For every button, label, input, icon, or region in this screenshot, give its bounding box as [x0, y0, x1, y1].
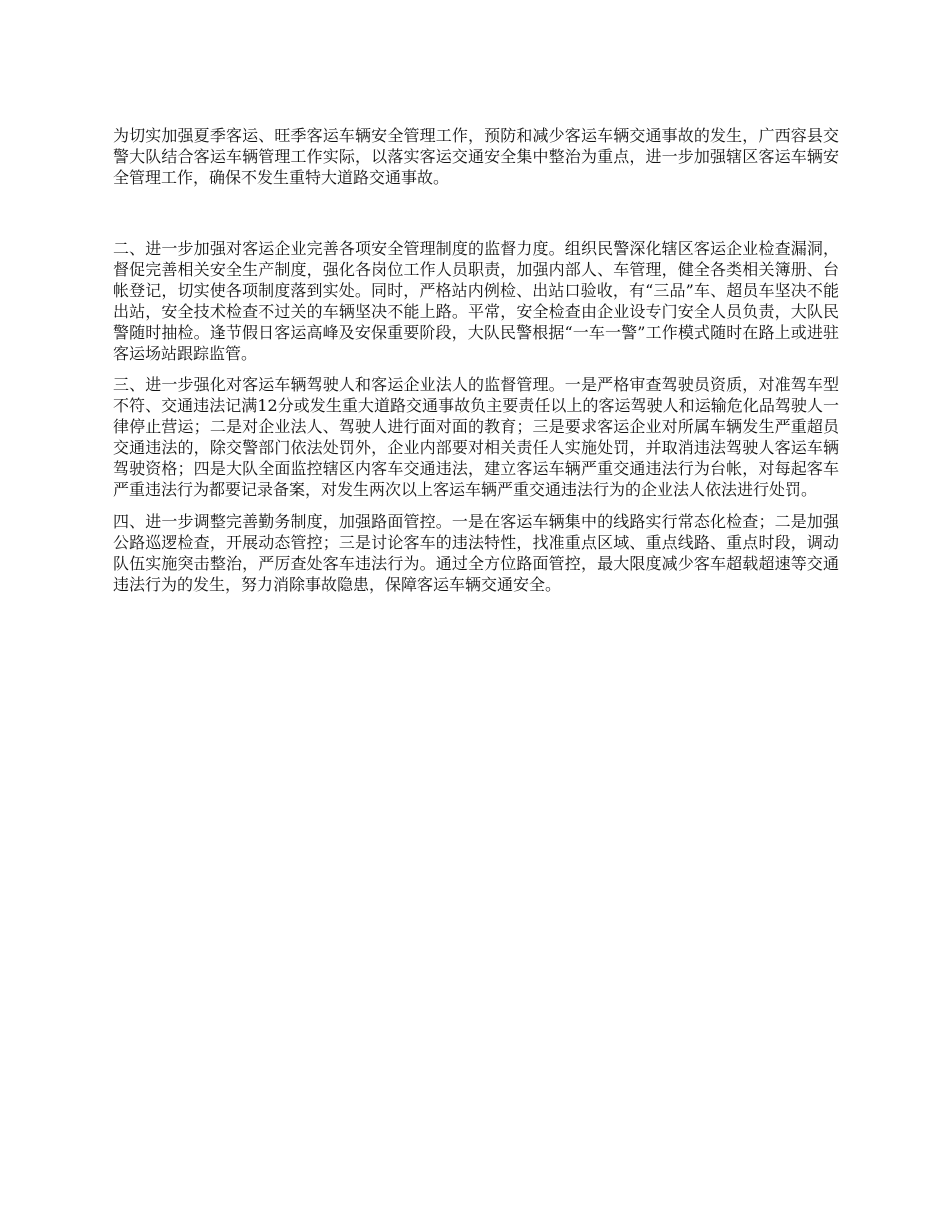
section-two-paragraph: 二、进一步加强对客运企业完善各项安全管理制度的监督力度。组织民警深化辖区客运企业检查漏洞，督促完善相关安全生产制度，强化各岗位工作人员职责，加强内部人、车管理，健全各类相关簿册、台帐登记，切实使各项制度落到实处。同时，严格站内例检、出站口验收，有“三品”车、超员车坚决不能出站，安全技术检查不过关的车辆坚决不能上路。平常，安全检查由企业设专门安全人员负责，大队民警随时抽检。逢节假日客运高峰及安保重要阶段，大队民警根据“一车一警”工作模式随时在路上或进驻客运场站跟踪监管。	[113, 239, 839, 363]
intro-paragraph: 为切实加强夏季客运、旺季客运车辆安全管理工作，预防和减少客运车辆交通事故的发生，广西容县交警大队结合客运车辆管理工作实际，以落实客运交通安全集中整治为重点，进一步加强辖区客运车辆安全管理工作，确保不发生重特大道路交通事故。	[113, 126, 839, 187]
section-three-paragraph: 三、进一步强化对客运车辆驾驶人和客运企业法人的监督管理。一是严格审查驾驶员资质，对准驾车型不符、交通违法记满12分或发生重大道路交通事故负主要责任以上的客运驾驶人和运输危化品驾驶人一律停止营运；二是对企业法人、驾驶人进行面对面的教育；三是要求客运企业对所属车辆发生严重超员交通违法的，除交警部门依法处罚外，企业内部要对相关责任人实施处罚，并取消违法驾驶人客运车辆驾驶资格；四是大队全面监控辖区内客车交通违法，建立客运车辆严重交通违法行为台帐，对每起客车严重违法行为都要记录备案，对发生两次以上客运车辆严重交通违法行为的企业法人依法进行处罚。	[113, 375, 839, 499]
section-four-paragraph: 四、进一步调整完善勤务制度，加强路面管控。一是在客运车辆集中的线路实行常态化检查；二是加强公路巡逻检查，开展动态管控；三是讨论客车的违法特性，找准重点区域、重点线路、重点时段，调动队伍实施突击整治，严厉查处客车违法行为。通过全方位路面管控，最大限度减少客车超载超速等交通违法行为的发生，努力消除事故隐患，保障客运车辆交通安全。	[113, 512, 839, 594]
document-page	[113, 125, 839, 595]
